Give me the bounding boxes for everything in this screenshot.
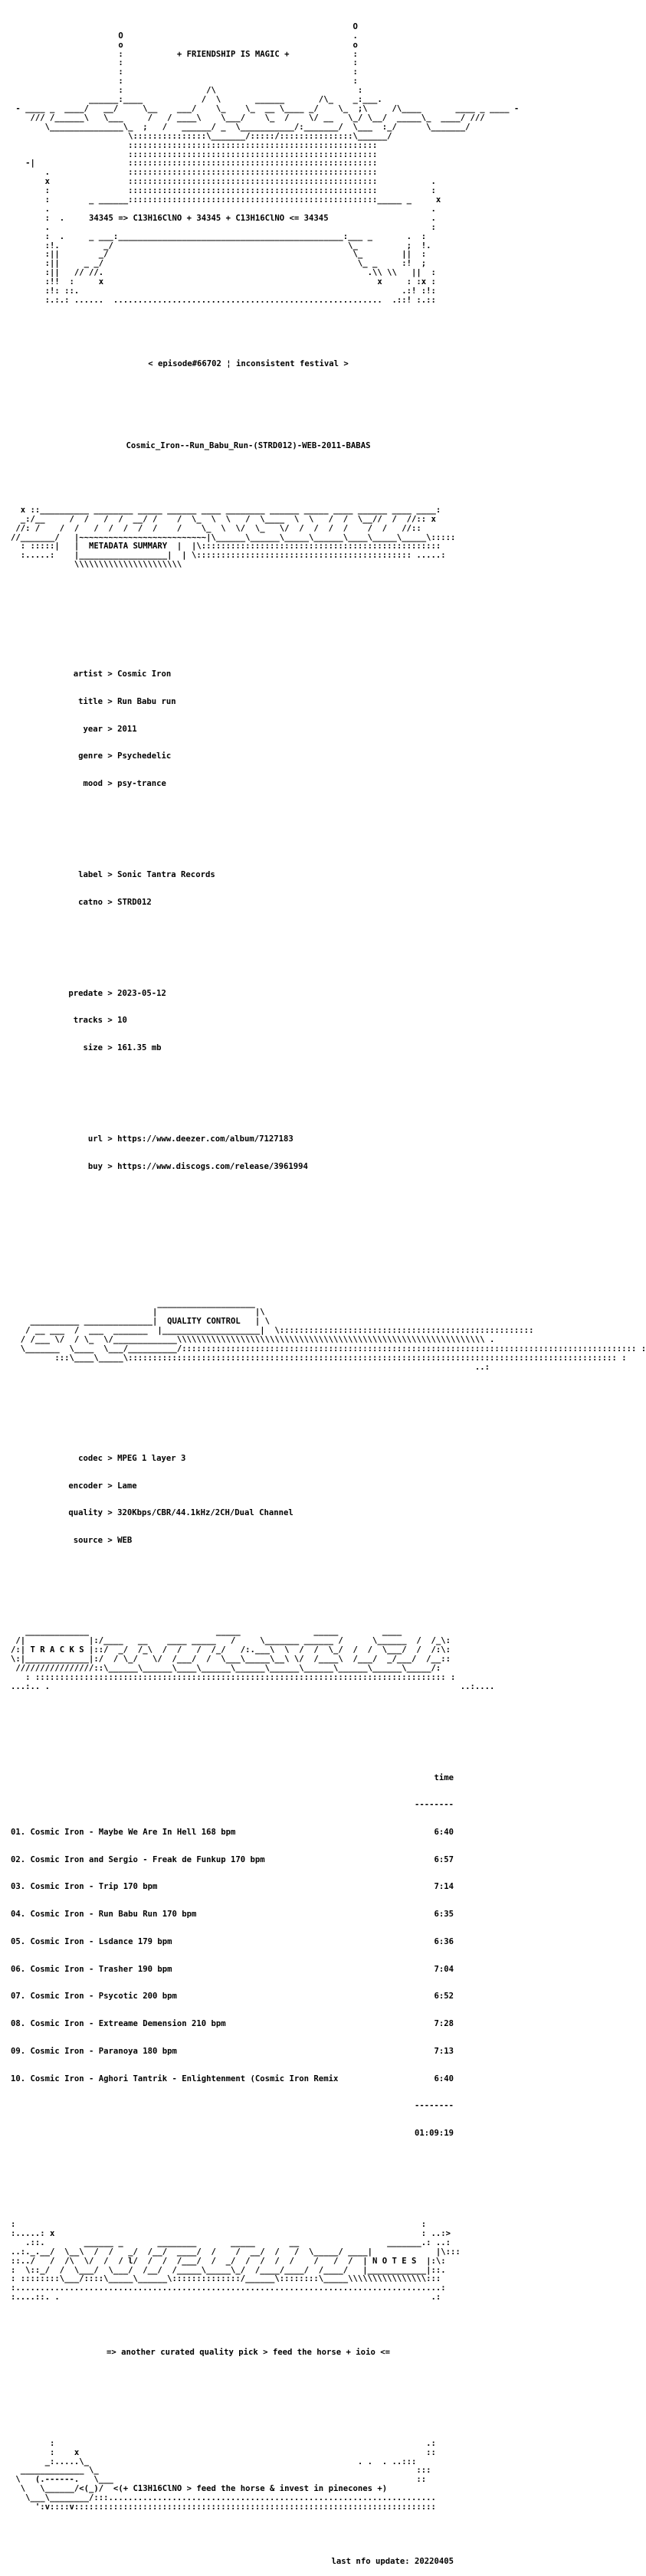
- quality-value: WEB: [117, 1536, 133, 1546]
- metadata-key: title: [78, 696, 103, 706]
- track-title: 09. Cosmic Iron - Paranoya 180 bpm: [11, 2046, 177, 2056]
- metadata-row-predate: predate > 2023-05-12: [11, 990, 486, 999]
- track-row: [11, 1938, 454, 1947]
- quality-row-quality: quality > 320Kbps/CBR/44.1kHz/2CH/Dual Channel: [11, 1509, 486, 1518]
- metadata-row-tracks: tracks > 10: [11, 1016, 486, 1026]
- track-time: 6:40: [434, 2074, 454, 2083]
- quality-value: Lame: [117, 1481, 137, 1491]
- metadata-link-buy[interactable]: https://www.discogs.com/release/3961994: [117, 1161, 308, 1171]
- nfo-document: [11, 5, 646, 2576]
- metadata-row-url: url > https://www.deezer.com/album/7127183: [11, 1135, 486, 1144]
- metadata-value: 2023-05-12: [117, 988, 166, 998]
- track-time: 7:14: [434, 1882, 454, 1892]
- metadata-group-4: [11, 1117, 486, 1190]
- tracklist-divider-bottom: --------: [414, 2101, 454, 2111]
- track-time: 6:35: [434, 1910, 454, 1920]
- metadata-row-label: label > Sonic Tantra Records: [11, 871, 486, 880]
- track-title: 06. Cosmic Iron - Trasher 190 bpm: [11, 1964, 172, 1974]
- metadata-key: url: [87, 1134, 103, 1144]
- tracklist-divider: --------: [414, 1800, 454, 1810]
- tracks-section-art: _____________ _____ _____ ____ /| |:/____ __ ____ _____ / \_______ ______ / \______ / /_\: /:| T R A C K S |::/ _/ /_\ / / / /_/ /:.___\ \ / / \_/ / / \___/ / /:\: \:|_____________|:/ / \_/ \/ /___/ / \___\_____\__\ \/ /____\ /___/ _/___/ /__:: ////////////////::\______\______\____\______\______\______\______\______\______\_____/: : :::::::::::::::::::::::::::::::::::::::::::::::::::::::::::::::::::::::::::::::::::: : ...:.. . ..:....: [11, 1627, 495, 1691]
- metadata-value: Psychedelic: [117, 751, 172, 761]
- metadata-row-artist: artist > Cosmic Iron: [11, 670, 486, 679]
- track-row: [11, 1992, 454, 2002]
- notes-section-art: : : :.....: x : ..:> .::. ______ _ ________ _____ __ _______.: ..: ..:._.__/ \__\ / / _/ /__/ ____/ / / __/ / / \_____/ ____| |\::: ::../ / /\ \/ / / l/ / / /___/ / _/ / / / / / / / | N O T E S |:\: : \::_/ / \___/ \___/ /__/ /_____\_____\_/ /____/____/ /____/ |____________|::. : ::::::::\___/::::\_____\______\::::::::::::::/______\::::::::\_____\\\\\\\\\\\\\\\\::: :.......................................................................................: :....::. . .:: [11, 2220, 461, 2303]
- metadata-list: [11, 633, 486, 1208]
- metadata-value: 2011: [117, 724, 137, 734]
- track-row: [11, 1883, 454, 1892]
- track-row: [11, 1856, 454, 1865]
- last-update: last nfo update: 20220405: [331, 2557, 454, 2567]
- metadata-group-3: [11, 971, 486, 1072]
- episode-line: < episode#66702 ¦ inconsistent festival >: [148, 359, 349, 369]
- metadata-key: buy: [87, 1161, 103, 1171]
- tracklist-total-time: 01:09:19: [414, 2128, 454, 2138]
- track-title: 01. Cosmic Iron - Maybe We Are In Hell 168 bpm: [11, 1828, 236, 1838]
- track-title: 05. Cosmic Iron - Lsdance 179 bpm: [11, 1936, 172, 1946]
- metadata-row-title: title > Run Babu run: [11, 698, 486, 707]
- tracklist: [11, 1756, 486, 2157]
- quality-key: source: [73, 1536, 103, 1546]
- track-time: 6:52: [434, 1992, 454, 2002]
- track-time: 7:04: [434, 1964, 454, 1974]
- metadata-group-1: [11, 652, 486, 807]
- release-name: Cosmic_Iron--Run_Babu_Run-(STRD012)-WEB-2011-BABAS: [126, 441, 371, 451]
- metadata-key: label: [78, 870, 103, 879]
- track-title: 02. Cosmic Iron and Sergio - Freak de Funkup 170 bpm: [11, 1854, 265, 1864]
- metadata-value: Run Babu run: [117, 696, 176, 706]
- track-row: [11, 1910, 454, 1920]
- track-time: 7:28: [434, 2019, 454, 2029]
- track-row: [11, 2047, 454, 2057]
- quality-value: 320Kbps/CBR/44.1kHz/2CH/Dual Channel: [117, 1508, 293, 1518]
- track-row: [11, 2020, 454, 2029]
- track-title: 07. Cosmic Iron - Psycotic 200 bpm: [11, 1992, 177, 2002]
- metadata-value: 10: [117, 1016, 127, 1026]
- metadata-row-genre: genre > Psychedelic: [11, 752, 486, 761]
- metadata-key: genre: [78, 751, 103, 761]
- track-title: 04. Cosmic Iron - Run Babu Run 170 bpm: [11, 1910, 197, 1920]
- metadata-link-url[interactable]: https://www.deezer.com/album/7127183: [117, 1134, 293, 1144]
- track-title: 10. Cosmic Iron - Aghori Tantrik - Enlightenment (Cosmic Iron Remix: [11, 2074, 339, 2083]
- tracklist-time-header: time: [434, 1772, 454, 1782]
- metadata-key: mood: [83, 778, 103, 788]
- metadata-group-2: [11, 853, 486, 925]
- quality-value: MPEG 1 layer 3: [117, 1453, 186, 1463]
- track-title: 08. Cosmic Iron - Extreame Demension 210 bpm: [11, 2019, 226, 2029]
- track-title: 03. Cosmic Iron - Trip 170 bpm: [11, 1882, 158, 1892]
- metadata-value: psy-trance: [117, 778, 166, 788]
- footer-art: : .: : x :: _:.....\_ . . . ..::: _____________ \_ ::: \ (.------. \___ :: \ \______/<(_)/ <(+ C13H16ClNO > feed the horse & invest in pinecones +) \___\________/:::................................................................... ':v::::v::::::::::::::::::::::::::::::::::::::::::::::::::::::::::::::::::::::::::: [15, 2438, 436, 2512]
- metadata-key: artist: [73, 669, 103, 679]
- quality-row-codec: codec > MPEG 1 layer 3: [11, 1455, 486, 1464]
- metadata-value: Cosmic Iron: [117, 669, 172, 679]
- quality-list: [11, 1436, 486, 1564]
- metadata-value: STRD012: [117, 897, 152, 907]
- track-row: [11, 1966, 454, 1975]
- quality-row-encoder: encoder > Lame: [11, 1482, 486, 1491]
- track-time: 6:40: [434, 1828, 454, 1838]
- metadata-value: Sonic Tantra Records: [117, 870, 215, 879]
- metadata-row-size: size > 161.35 mb: [11, 1044, 486, 1053]
- track-row: [11, 2075, 454, 2084]
- track-time: 6:57: [434, 1854, 454, 1864]
- metadata-key: catno: [78, 897, 103, 907]
- metadata-value: 161.35 mb: [117, 1043, 162, 1053]
- track-row: [11, 1828, 454, 1838]
- quality-key: encoder: [68, 1481, 103, 1491]
- quality-section-art: ____________________ | |\ __________ ______________| QUALITY CONTROL | \ / __ ___ / ___ _______ |____________________| \:::::::::::::::::::::::::::::::::::::::::::::::::::: / /___ \/ / \_ \/_____________\\\\\\\\\\\\\\\\\\\\\\\\\\\\\\\\\\\\\\\\\\\\\\\\\\\\\\\\\\\\\\\ . \_______ \____ \___/__________/::::::::::::::::::::::::::::::::::::::::::::::::::::::::::::::::::::::::::::::::::::::::::::: : :::\____\_____\:::::::::::::::::::::::::::::::::::::::::::::::::::::::::::::::::::::::::::::::::::::::::::::::::::: : ..:: [20, 1298, 646, 1372]
- notes-tagline: => another curated quality pick > feed the horse + ioio <=: [107, 2347, 390, 2357]
- metadata-row-mood: mood > psy-trance: [11, 780, 486, 789]
- metadata-row-buy: buy > https://www.discogs.com/release/3961994: [11, 1163, 486, 1172]
- track-time: 6:36: [434, 1936, 454, 1946]
- metadata-key: predate: [68, 988, 103, 998]
- metadata-section-art: x ::__________ ________ _____ ______ ____ ________ ______ _____ ____ ______ ____ ____: _:/__ / / / / __/ / / \_ \ \ / \____ \ \ / / \__// / //:: x //: / / / / / / / / / \_ \ \/ \_ \/ / / / / / / //:: //_______/ |~~~~~~~~~~~~~~~~~~~~~~~~~~|\______\______\_____\______\____\_____\_____\::::: : :::::| | METADATA SUMMARY | |\::::::::::::::::::::::::::::::::::::::::::::::::: :.....: |__________________| | \:::::::::::::::::::::::::::::::::::::::::::: .....: \\\\\\\\\\\\\\\\\\\\\\: [11, 505, 456, 570]
- metadata-row-year: year > 2011: [11, 725, 486, 735]
- metadata-key: tracks: [73, 1016, 103, 1026]
- quality-key: quality: [68, 1508, 103, 1518]
- metadata-key: size: [83, 1043, 103, 1053]
- quality-row-source: source > WEB: [11, 1537, 486, 1546]
- quality-key: codec: [78, 1453, 103, 1463]
- metadata-key: year: [83, 724, 103, 734]
- header-art: O O . o o : + FRIENDSHIP IS MAGIC + : : : : : : : : /\ : ______:____ / \ ______ /\_ _:___. - ____ _ ____/ __/ \__ ___/ \_ \_ __ \____ _/ \_ ;\ /\____ ____ _ ____ - /// /______\ \___ / / ____\ \___/ \_ / \/ __ \_/ \__/ _____\_ ____/ /// \_______________\_ ; / ______/ _ \___________/:_______/ \___ :_/ \_______/ \:::::::::::::::\_______/:::::/:::::::::::::::\______/ ::::::::::::::::::::::::::::::::::::::::::::::::::: ::::::::::::::::::::::::::::::::::::::::::::::::::: -| ::::::::::::::::::::::::::::::::::::::::::::::::::: . ::::::::::::::::::::::::::::::::::::::::::::::::::: x ::::::::::::::::::::::::::::::::::::::::::::::::::: . : ::::::::::::::::::::::::::::::::::::::::::::::::::: : : _ ______:::::::::::::::::::::::::::::::::::::::::::::::::::_____ _ x . . : . 34345 => C13H16ClNO + 34345 + C13H16ClNO <= 34345 . . : : . _ ___:______________________________________________:___ _ . : :!. _/ \_ ; !. :|| _/ \_ || : :|| _ _/ \_ _ :! ; :|| // //. .\\ \\ || : :!! : x x : :x : :!: ::. .:! :!: :.:.: ...... ....................................................... .::! :.::: [15, 21, 520, 305]
- metadata-row-catno: catno > STRD012: [11, 898, 486, 908]
- track-time: 7:13: [434, 2046, 454, 2056]
